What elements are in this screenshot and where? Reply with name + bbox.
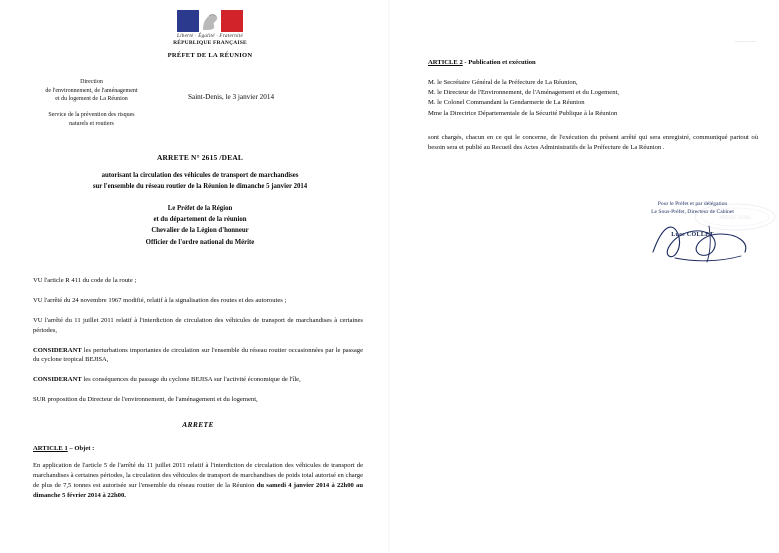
considerant-lead: CONSIDERANT: [33, 346, 82, 354]
considerant-text: les perturbations importantes de circulation sur l'ensemble du réseau routier occasionnées par le passage du cyclone tropical BEJISA,: [33, 346, 363, 364]
considerant-lead: CONSIDERANT: [33, 376, 82, 384]
decree-object-line-2: sur l'ensemble du réseau routier de la Réunion le dimanche 5 janvier 2014: [92, 183, 308, 191]
visa-item: VU l'arrêté du 24 novembre 1967 modifié, relatif à la signalisation des routes et des autoroutes ;: [33, 296, 287, 304]
article-1-heading-suffix: – Objet :: [67, 445, 95, 453]
decree-object-line-1: autorisant la circulation des véhicules de transport de marchandises: [101, 172, 299, 179]
article-2-heading-suffix: - Publication et exécution: [462, 59, 536, 66]
recipient-item: M. le Colonel Commandant la Gendarmerie de La Réunion: [428, 99, 585, 107]
decree-body-right: [428, 58, 758, 153]
recipient-item: Mme la Directrice Départementale de la Sécurité Publique à la Réunion: [428, 109, 618, 117]
signature-delegation-line-2: Le Sous-Préfet, Directeur de Cabinet: [651, 209, 734, 216]
arrete-keyword: ARRETE: [182, 420, 214, 430]
visa-item: VU l'arrêté du 11 juillet 2011 relatif à l'interdiction de circulation des véhicules de transport de marchandises à certaines périodes,: [33, 316, 363, 334]
article-1-body-dates: du samedi 4 janvier 2014 à 22h00 au dimanche 5 février 2014 à 22h00.: [33, 481, 364, 499]
article-1-heading-row: [33, 444, 363, 454]
signature-block: [615, 200, 770, 240]
republic-motto: Liberté · Égalité · Fraternité: [177, 34, 243, 39]
scan-artifact-marks: ————: [735, 40, 757, 45]
decree-object: [30, 170, 370, 192]
document-right-column: [390, 0, 779, 553]
marianne-profile-icon: [199, 11, 221, 31]
recipient-item: M. le Secrétaire Général de la Préfecture de La Réunion,: [428, 78, 578, 86]
article-1-heading: ARTICLE 1: [33, 445, 68, 453]
city-and-date: Saint-Denis, le 3 janvier 2014: [188, 93, 275, 101]
considerant-item: [33, 346, 363, 366]
decree-number: ARRETE N° 2615 /DEAL: [156, 153, 243, 162]
considerant-text: les conséquences du passage du cyclone BEJISA sur l'activité économique de l'île,: [81, 376, 301, 384]
recipient-item: M. le Directeur de l'Environnement, de l'Aménagement et du Logement,: [428, 89, 619, 97]
service-line-4: Service de la prévention des risques: [48, 112, 135, 119]
issuing-service-block: [24, 78, 159, 128]
article-2-recipients: [428, 78, 758, 119]
article-2-execution-paragraph: sont chargés, chacun en ce qui le concerne, de l'exécution du présent arrêté qui sera enregistré, communiqué partout où besoin sera et publié au Recueil des Actes Administratifs de la Préfecture de La Réunion .: [428, 133, 758, 151]
republic-name: RÉPUBLIQUE FRANÇAISE: [173, 40, 247, 46]
article-1-body-text: En application de l'article 5 de l'arrêté du 11 juillet 2011 relatif à l'interdiction de circulation des véhicules de transport de marchandises à certaines périodes, la circulation des véhicules de transport de marchandises de poids total autorisé en charge de plus de 7,5 tonnes est autorisée sur l'ensemble du réseau routier de la Réunion: [33, 462, 363, 489]
article-1-body: [33, 461, 363, 501]
visa-item: VU l'article R 411 du code de la route ;: [33, 277, 137, 284]
signatory-name: Luce COLLET: [671, 231, 714, 238]
service-line-3: et du logement de La Réunion: [55, 96, 128, 103]
prefect-titles: [30, 203, 370, 248]
article-2-heading: ARTICLE 2: [428, 59, 463, 66]
service-line-2: de l'environnement, de l'aménagement: [45, 87, 138, 94]
prefect-title-1: Le Préfet de la Région: [167, 205, 233, 212]
service-line-5: naturels et routiers: [69, 120, 114, 127]
service-line-1: Direction: [80, 79, 103, 85]
prefecture-title: PRÉFET DE LA RÉUNION: [167, 52, 253, 59]
prefect-title-3: Chevalier de la Légion d'honneur: [151, 227, 249, 235]
svg-text:PRÉFECTURE: PRÉFECTURE: [719, 216, 751, 221]
prefect-title-4: Officier de l'ordre national du Mérite: [145, 238, 255, 246]
article-1-block: [33, 444, 363, 500]
french-flag-icon: [177, 10, 243, 32]
decree-body-left: [33, 276, 363, 501]
proposal-paragraph: SUR proposition du Directeur de l'environnement, de l'aménagement et du logement,: [33, 396, 258, 404]
republic-logo-block: [150, 10, 270, 46]
considerant-item: [33, 375, 363, 385]
prefect-title-2: et du département de la réunion: [153, 216, 247, 224]
signature-delegation-line-1: Pour le Préfet et par délégation: [657, 201, 728, 207]
article-2-heading-row: [428, 58, 758, 68]
